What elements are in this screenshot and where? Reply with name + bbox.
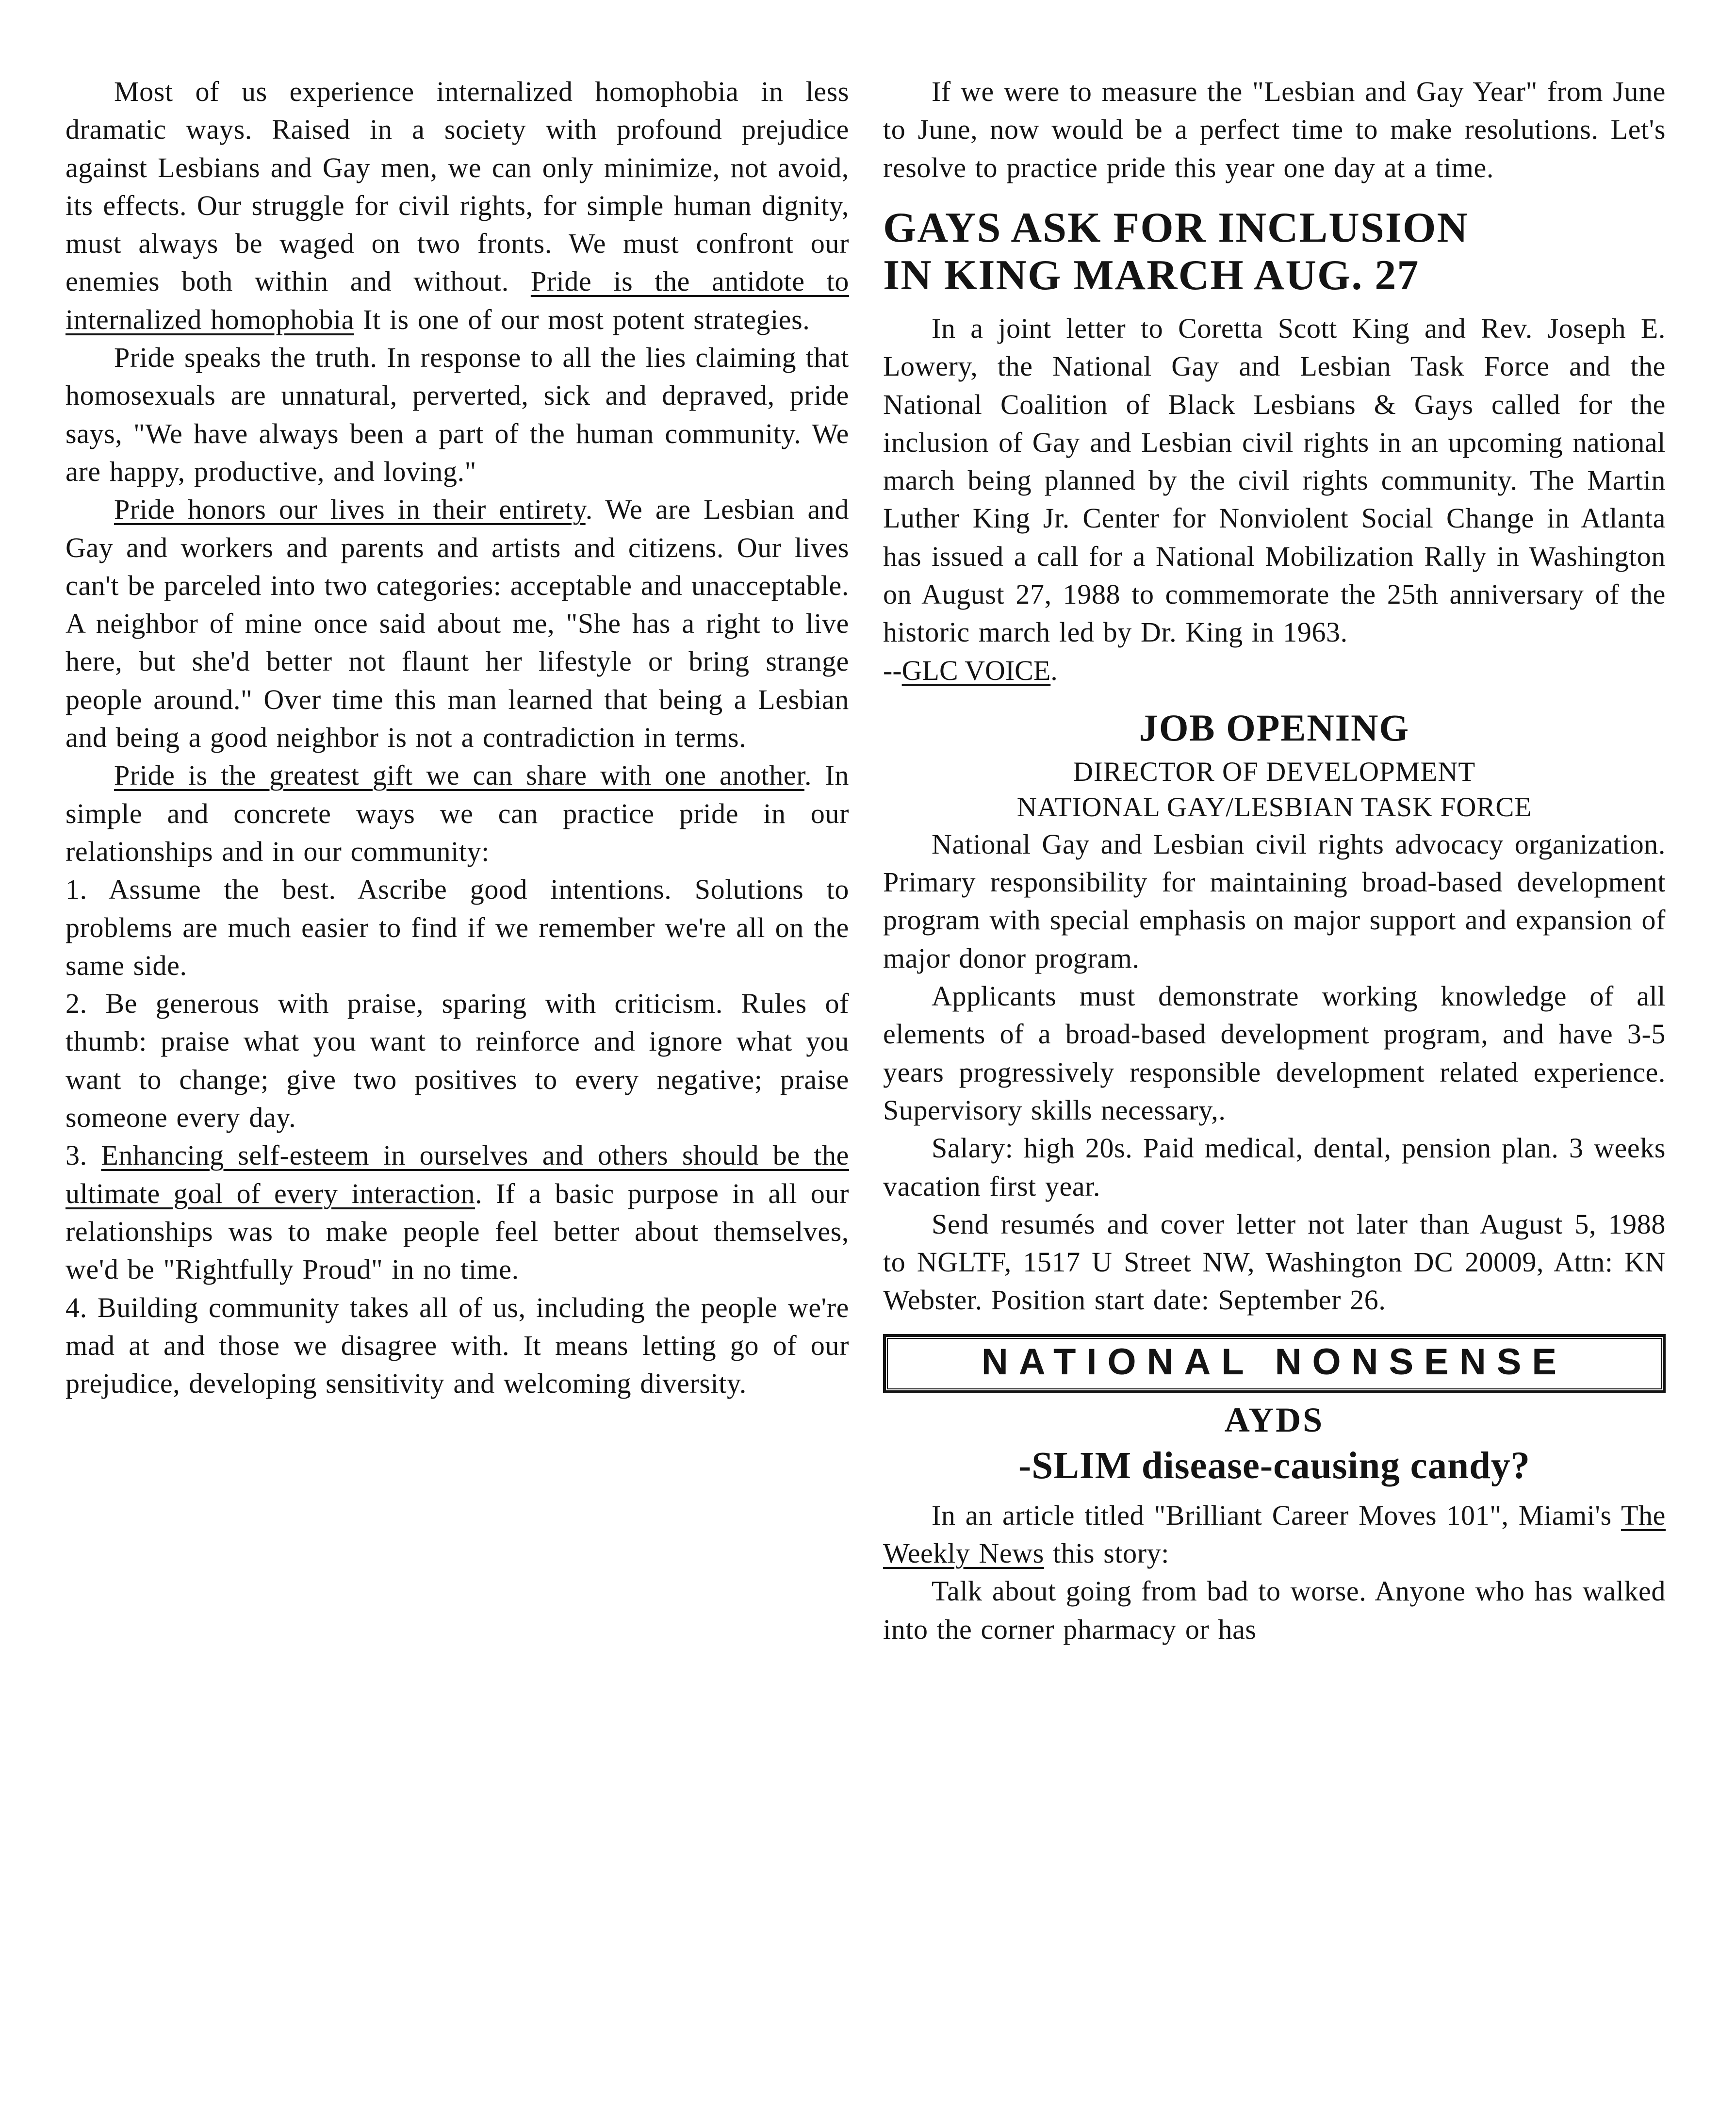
paragraph-weekly-news (883, 1497, 1666, 1573)
banner-national-nonsense-text: NATIONAL NONSENSE (981, 1341, 1568, 1383)
paragraph-text: . We are Lesbian and Gay and workers and parents and artists and citizens. Our lives can't be parceled into two categories: acceptable and unacceptable. A neighbor of mine once said about me, "She has a right to live here, but she'd better not flaunt her lifestyle or bring strange people around." Over time this man learned that being a Lesbian and being a good neighbor is not a contradiction in terms. (66, 494, 849, 754)
heading-line-1: GAYS ASK FOR INCLUSION (883, 204, 1469, 251)
paragraph-text: . If a basic purpose in all our relationships was to make people feel better about themselves, we'd be "Rightfully Proud" in no time. (66, 1177, 849, 1286)
banner-national-nonsense (883, 1334, 1666, 1393)
paragraph-lesbian-gay-year: If we were to measure the "Lesbian and Gay Year" from June to June, now would be a perfect time to make resolutions. Let's resolve to practice pride this year one day at a time. (883, 76, 1666, 183)
credit-period: . (1050, 654, 1058, 686)
right-column (883, 73, 1666, 2103)
paragraph-text: Most of us experience internalized homophobia in less dramatic ways. Raised in a society with profound prejudice against Lesbians and Gay men, we can only minimize, not avoid, its effects. Our struggle for civil rights, for simple human dignity, must always be waged on two fronts. We must confront our enemies both within and without. (66, 76, 849, 297)
paragraph-text: It is one of our most potent strategies. (354, 303, 810, 335)
underlined-publication-name: The Weekly News (883, 1499, 1666, 1569)
subheading-director-of-development: DIRECTOR OF DEVELOPMENT (1073, 756, 1476, 787)
underlined-phrase-self-esteem: Enhancing self-esteem in ourselves and others should be the ultimate goal of every interaction (66, 1139, 849, 1209)
credit-dashes: -- (883, 654, 902, 686)
paragraph-king-march-body: In a joint letter to Coretta Scott King and Rev. Joseph E. Lowery, the National Gay and Lesbian Task Force and the National Coalition of Black Lesbians & Gays called for the inclusion of Gay and Lesbian civil rights in an upcoming national march being planned by the civil rights community. The Martin Luther King Jr. Center for Nonviolent Social Change in Atlanta has issued a call for a National Mobilization Rally in Washington on August 27, 1988 to commemorate the 25th anniversary of the historic march led by Dr. King in 1963. (883, 312, 1666, 648)
heading-king-march (883, 204, 1666, 300)
source-credit-glc-voice (883, 652, 1666, 690)
paragraph-pride-speaks-truth: Pride speaks the truth. In response to all the lies claiming that homosexuals are unnatural, perverted, sick and depraved, pride says, "We have always been a part of the human community. We are happy, productive, and loving." (66, 342, 849, 487)
heading-line-2: IN KING MARCH AUG. 27 (883, 252, 1420, 299)
heading-ayds: AYDS (1224, 1400, 1325, 1439)
paragraph-job-description: National Gay and Lesbian civil rights advocacy organization. Primary responsibility for maintaining broad-based development program with special emphasis on major support and expansion of major donor program. (883, 828, 1666, 974)
list-item-2-be-generous: 2. Be generous with praise, sparing with criticism. Rules of thumb: praise what you want to reinforce and ignore what you want to change; give two positives to every negative; praise someone every day. (66, 988, 849, 1134)
paragraph-job-requirements: Applicants must demonstrate working knowledge of all elements of a broad-based development program, and have 3-5 years progressively responsible development related experience. Supervisory skills necessary,. (883, 980, 1666, 1126)
paragraph-text: . In simple and concrete ways we can practice pride in our relationships and in our community: (66, 759, 849, 867)
paragraph-job-salary: Salary: high 20s. Paid medical, dental, pension plan. 3 weeks vacation first year. (883, 1132, 1666, 1202)
list-item-number: 3. (66, 1139, 101, 1171)
paragraph-job-application: Send resumés and cover letter not later than August 5, 1988 to NGLTF, 1517 U Street NW, Washington DC 20009, Attn: KN Webster. Position start date: September 26. (883, 1208, 1666, 1316)
list-item-3-enhancing-self-esteem (66, 1137, 849, 1288)
underlined-phrase-pride-antidote: Pride is the antidote to internalized homophobia (66, 265, 849, 335)
list-item-1-assume-the-best: 1. Assume the best. Ascribe good intentions. Solutions to problems are much easier to find if we remember we're all on the same side. (66, 874, 849, 981)
heading-slim-candy: -SLIM disease-causing candy? (1018, 1444, 1531, 1487)
underlined-phrase-greatest-gift: Pride is the greatest gift we can share with one another (114, 759, 804, 791)
list-item-4-building-community: 4. Building community takes all of us, including the people we're mad at and those we disagree with. It means letting go of our prejudice, developing sensitivity and welcoming diversity. (66, 1291, 849, 1400)
heading-job-opening: JOB OPENING (1139, 706, 1410, 749)
subheading-ngltf: NATIONAL GAY/LESBIAN TASK FORCE (1016, 791, 1532, 823)
paragraph-text: this story: (1044, 1537, 1170, 1569)
paragraph-internalized-homophobia (66, 73, 849, 339)
left-column (66, 73, 849, 2103)
paragraph-text: In an article titled "Brilliant Career Moves 101", Miami's (932, 1499, 1621, 1531)
paragraph-pride-honors-lives (66, 491, 849, 757)
underlined-phrase-pride-honors: Pride honors our lives in their entirety (114, 494, 586, 526)
underlined-source-name: GLC VOICE (901, 654, 1051, 686)
paragraph-pride-greatest-gift (66, 757, 849, 871)
paragraph-bad-to-worse: Talk about going from bad to worse. Anyone who has walked into the corner pharmacy or has (883, 1575, 1666, 1645)
